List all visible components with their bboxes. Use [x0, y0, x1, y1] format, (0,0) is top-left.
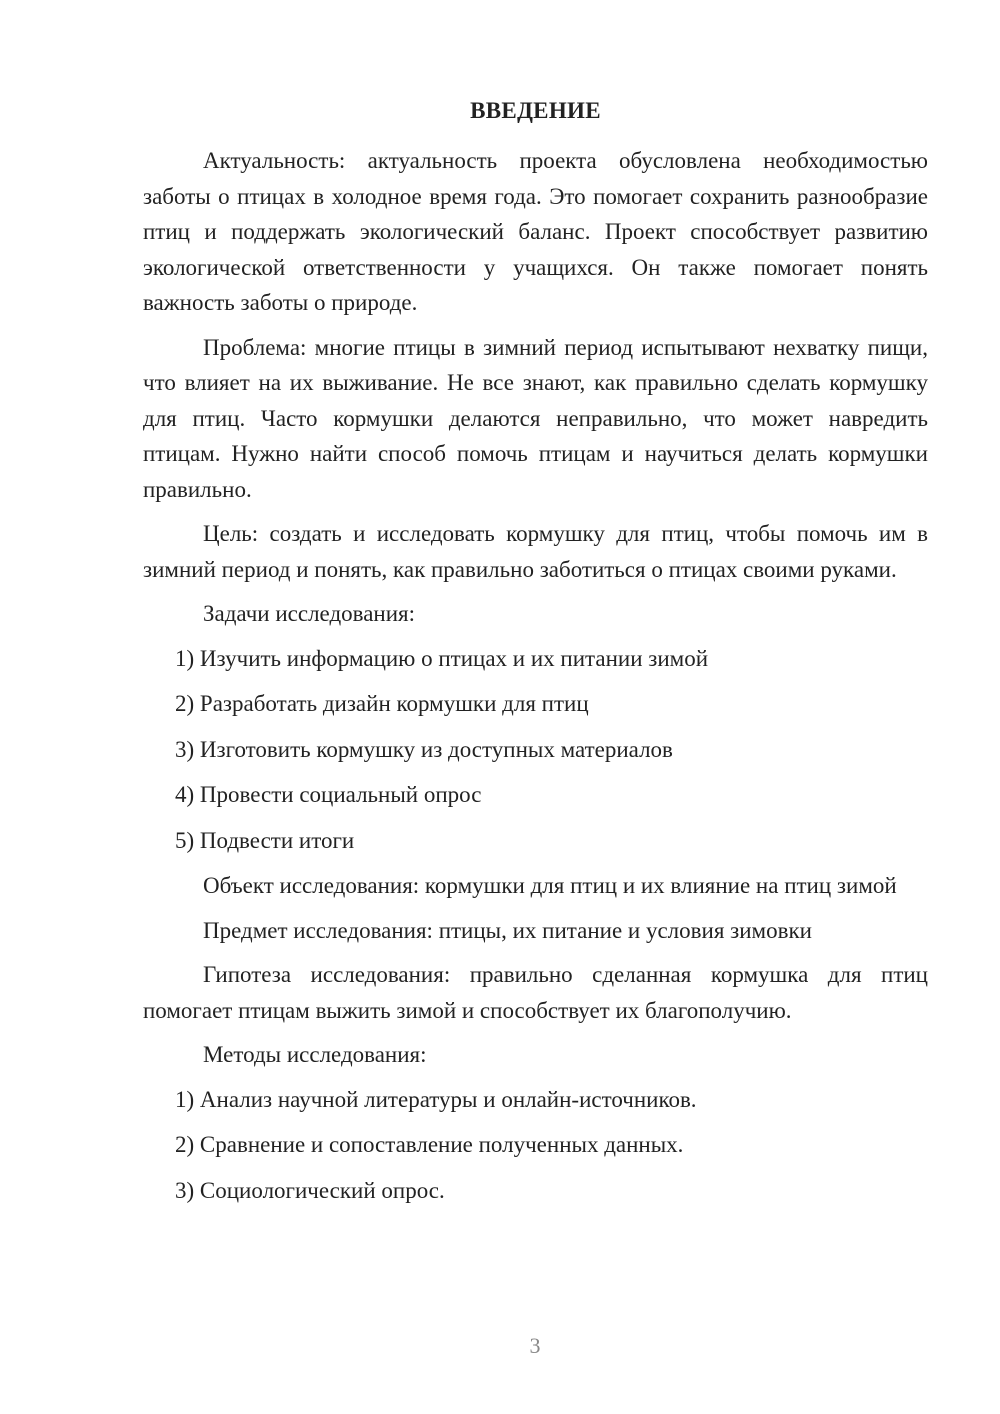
list-item: 1) Изучить информацию о птицах и их питании зимой: [175, 645, 709, 671]
methods-title: Методы исследования:: [203, 1042, 427, 1067]
list-item: 3) Изготовить кормушку из доступных материалов: [175, 736, 673, 762]
relevance-paragraph: Актуальность: актуальность проекта обусловлена необходимостью заботы о птицах в холодное время года. Это помогает сохранить разнообразие птиц и поддержать экологический баланс. Проект способствует развитию экологической ответственности у учащихся. Он также помогает понять важность заботы о природе.: [143, 148, 928, 315]
methods-list: [143, 1082, 928, 1208]
object-paragraph: Объект исследования: кормушки для птиц и их влияние на птиц зимой: [203, 873, 897, 898]
list-item: 1) Анализ научной литературы и онлайн-источников.: [175, 1086, 697, 1112]
list-item: 2) Сравнение и сопоставление полученных данных.: [175, 1132, 684, 1157]
page-number: 3: [529, 1333, 541, 1358]
subject-paragraph: Предмет исследования: птицы, их питание и условия зимовки: [203, 917, 812, 943]
list-item: 5) Подвести итоги: [175, 827, 355, 853]
tasks-list: [143, 641, 928, 858]
document-body: [143, 143, 928, 1218]
hypothesis-paragraph: Гипотеза исследования: правильно сделанная кормушка для птиц помогает птицам выжить зимой и способствует их благополучию.: [143, 962, 928, 1023]
list-item: 3) Социологический опрос.: [175, 1177, 445, 1203]
tasks-title: Задачи исследования:: [203, 601, 416, 626]
list-item: 2) Разработать дизайн кормушки для птиц: [175, 691, 589, 716]
list-item: 4) Провести социальный опрос: [175, 782, 482, 807]
goal-paragraph: Цель: создать и исследовать кормушку для птиц, чтобы помочь им в зимний период и понять, как правильно заботиться о птицах своими руками.: [143, 521, 928, 582]
section-heading: ВВЕДЕНИЕ: [470, 98, 601, 123]
problem-paragraph: Проблема: многие птицы в зимний период испытывают нехватку пищи, что влияет на их выживание. Не все знают, как правильно сделать кормушку для птиц. Часто кормушки делаются неправильно, что может навредить птицам. Нужно найти способ помочь птицам и научиться делать кормушки правильно.: [143, 334, 928, 502]
